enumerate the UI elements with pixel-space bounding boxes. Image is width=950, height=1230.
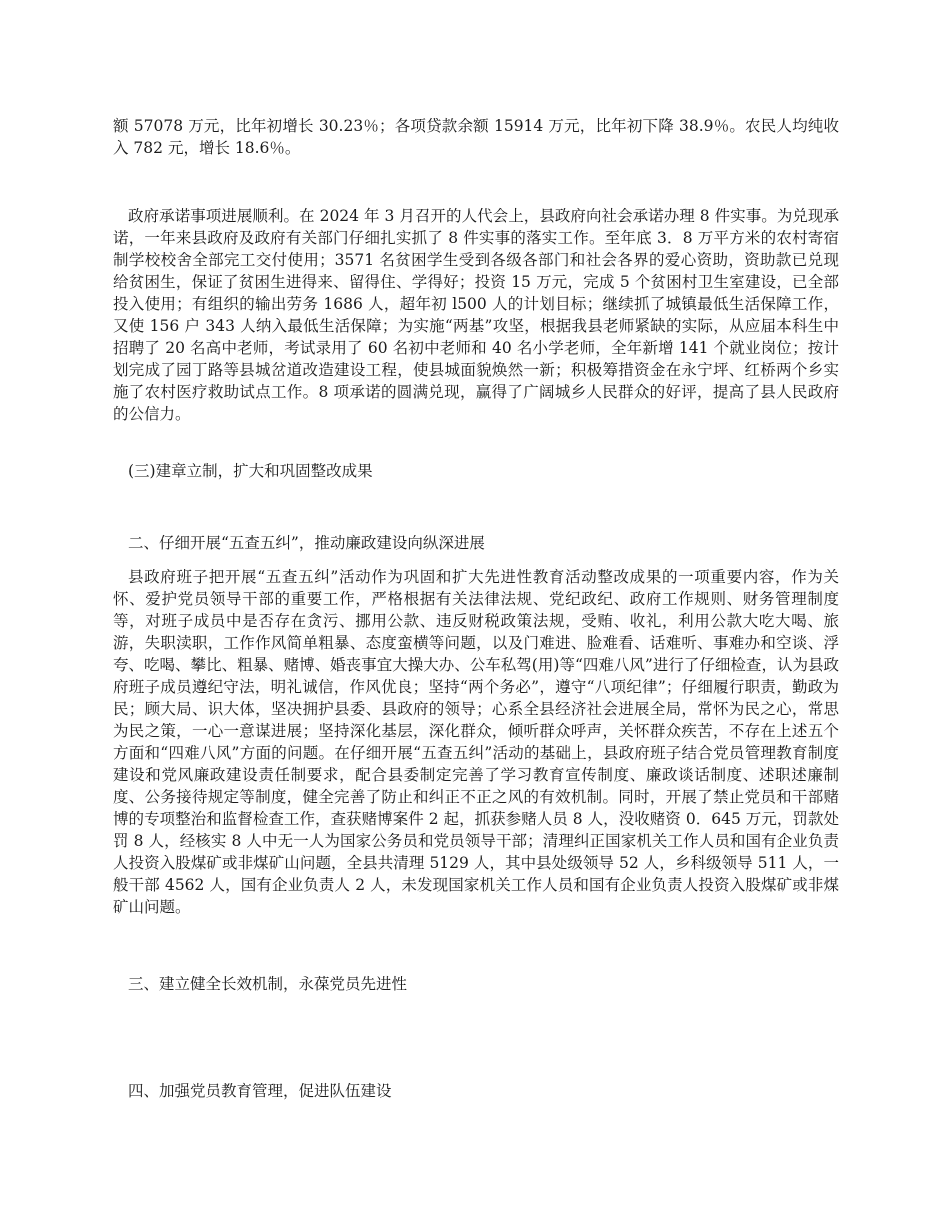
section-heading-regulations: (三)建章立制，扩大和巩固整改成果: [128, 462, 373, 480]
paragraph-financial-summary: 额 57078 万元，比年初增长 30.23％；各项贷款余额 15914 万元，比年初下降 38.9％。农民人均纯收入 782 元，增长 18.6％。: [113, 117, 839, 157]
section-heading-long-term-mechanism: 三、建立健全长效机制，永葆党员先进性: [128, 975, 408, 993]
paragraph-five-checks-body: 县政府班子把开展“五查五纠”活动作为巩固和扩大先进性教育活动整改成果的一项重要内容，作为关怀、爱护党员领导干部的重要工作，严格根据有关法律法规、党纪政纪、政府工作规则、财务管理制度等，对班子成员中是否存在贪污、挪用公款、违反财税政策法规，受贿、收礼，利用公款大吃大喝、旅游，失职渎职，工作作风简单粗暴、态度蛮横等问题，以及门难进、脸难看、话难听、事难办和空谈、浮夸、吃喝、攀比、粗暴、赌博、婚丧事宜大操大办、公车私驾(用)等“四难八风”进行了仔细检查，认为县政府班子成员遵纪守法，明礼诚信，作风优良；坚持“两个务必”，遵守“八项纪律”；仔细履行职责，勤政为民；顾大局、识大体，坚决拥护县委、县政府的领导；心系全县经济社会进展全局，常怀为民之心，常思为民之策，一心一意谋进展；坚持深化基层，深化群众，倾听群众呼声，关怀群众疾苦，不存在上述五个方面和“四难八风”方面的问题。在仔细开展“五查五纠”活动的基础上，县政府班子结合党员管理教育制度建设和党风廉政建设责任制要求，配合县委制定完善了学习教育宣传制度、廉政谈话制度、述职述廉制度、公务接待规定等制度，健全完善了防止和纠正不正之风的有效机制。同时，开展了禁止党员和干部赌博的专项整治和监督检查工作，查获赌博案件 2 起，抓获参赌人员 8 人，没收赌资 0．645 万元，罚款处罚 8 人，经核实 8 人中无一人为国家公务员和党员领导干部；清理纠正国家机关工作人员和国有企业负责人投资入股煤矿或非煤矿山问题，全县共清理 5129 人，其中县处级领导 52 人，乡科级领导 511 人，一般干部 4562 人，国有企业负责人 2 人，未发现国家机关工作人员和国有企业负责人投资入股煤矿或非煤矿山问题。: [113, 568, 839, 916]
section-heading-party-education: 四、加强党员教育管理，促进队伍建设: [128, 1082, 392, 1100]
paragraph-government-commitments: 政府承诺事项进展顺利。在 2024 年 3 月召开的人代会上，县政府向社会承诺办理 8 件实事。为兑现承诺，一年来县政府及政府有关部门仔细扎实抓了 8 件实事的落实工作。至年底 3．8 万平方米的农村寄宿制学校校舍全部完工交付使用；3571 名贫困学生受到各级各部门和社会各界的爱心资助，资助款已兑现给贫困生，保证了贫困生进得来、留得住、学得好；投资 15 万元，完成 5 个贫困村卫生室建设，已全部投入使用；有组织的输出劳务 1686 人，超年初 l500 人的计划目标；继续抓了城镇最低生活保障工作，又使 156 户 343 人纳入最低生活保障；为实施“两基”攻坚，根据我县老师紧缺的实际，从应届本科生中招聘了 20 名高中老师，考试录用了 60 名初中老师和 40 名小学老师，全年新增 141 个就业岗位；按计划完成了园丁路等县城岔道改造建设工程，使县城面貌焕然一新；积极筹措资金在永宁坪、红桥两个乡实施了农村医疗救助试点工作。8 项承诺的圆满兑现，赢得了广阔城乡人民群众的好评，提高了县人民政府的公信力。: [113, 207, 839, 423]
section-heading-five-checks: 二、仔细开展“五查五纠”，推动廉政建设向纵深进展: [128, 534, 485, 552]
